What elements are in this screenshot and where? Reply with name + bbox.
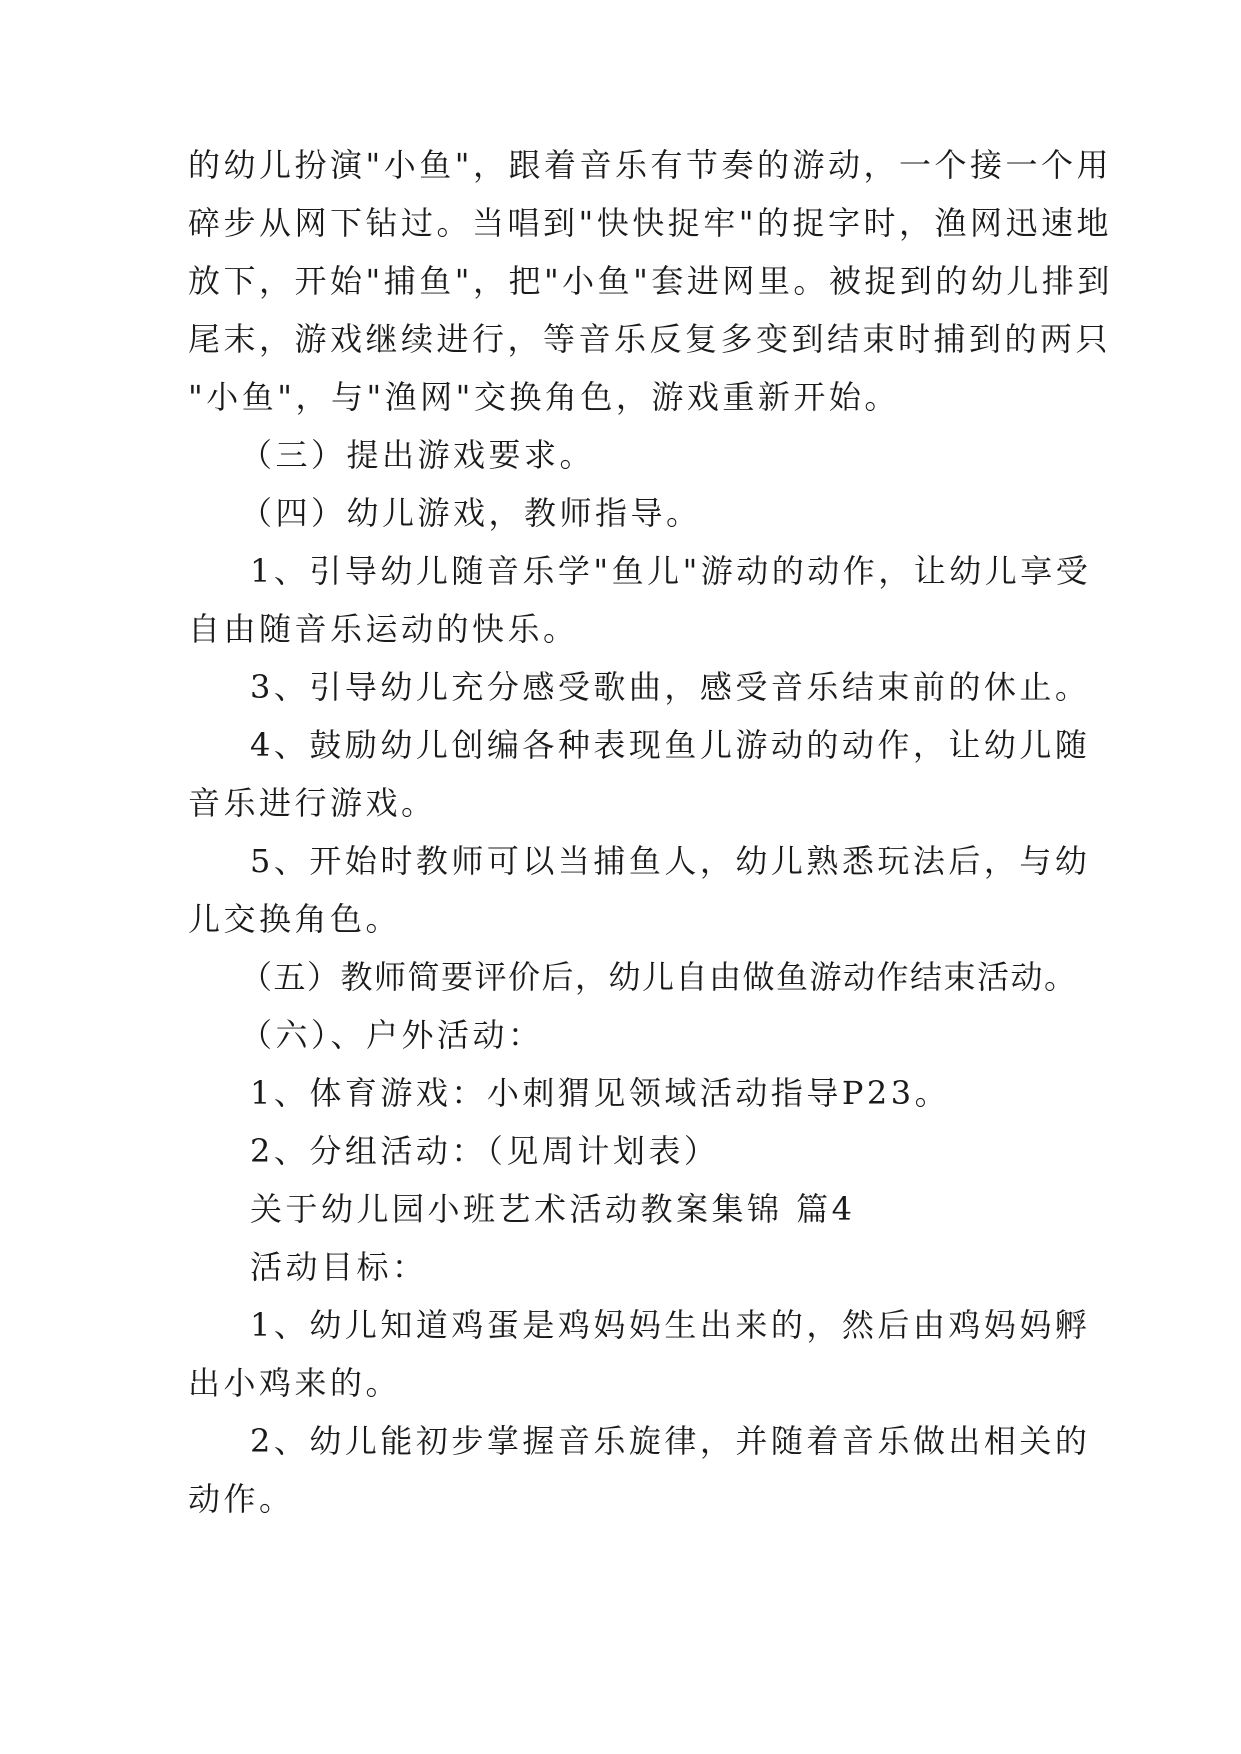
section-heading: （三）提出游戏要求。 xyxy=(240,436,596,474)
paragraph-line: 尾末，游戏继续进行，等音乐反复多变到结束时捕到的两只 xyxy=(188,320,1112,358)
paragraph-line: 出小鸡来的。 xyxy=(188,1364,402,1402)
paragraph-line: 放下，开始"捕鱼"，把"小鱼"套进网里。被捉到的幼儿排到 xyxy=(188,262,1113,300)
section-heading: （四）幼儿游戏，教师指导。 xyxy=(240,494,702,532)
list-item: 4、鼓励幼儿创编各种表现鱼儿游动的动作，让幼儿随 xyxy=(250,726,1091,764)
list-item: 1、幼儿知道鸡蛋是鸡妈妈生出来的，然后由鸡妈妈孵 xyxy=(250,1306,1091,1344)
paragraph-line: 音乐进行游戏。 xyxy=(188,784,437,822)
list-item: 5、开始时教师可以当捕鱼人，幼儿熟悉玩法后，与幼 xyxy=(250,842,1091,880)
paragraph-line: 自由随音乐运动的快乐。 xyxy=(188,610,579,648)
list-item: 2、幼儿能初步掌握音乐旋律，并随着音乐做出相关的 xyxy=(250,1422,1091,1460)
paragraph-line: 儿交换角色。 xyxy=(188,900,402,938)
list-item: 3、引导幼儿充分感受歌曲，感受音乐结束前的休止。 xyxy=(250,668,1091,706)
paragraph-line: "小鱼"，与"渔网"交换角色，游戏重新开始。 xyxy=(188,378,900,416)
list-item: 1、体育游戏：小刺猬见领域活动指导P23。 xyxy=(250,1074,951,1112)
article-title: 关于幼儿园小班艺术活动教案集锦 篇4 xyxy=(250,1190,856,1228)
paragraph-line: 的幼儿扮演"小鱼"，跟着音乐有节奏的游动，一个接一个用 xyxy=(188,146,1112,184)
paragraph-line: 动作。 xyxy=(188,1480,295,1518)
paragraph-line: 碎步从网下钻过。当唱到"快快捉牢"的捉字时，渔网迅速地 xyxy=(188,204,1112,242)
section-heading: （五）教师简要评价后，幼儿自由做鱼游动作结束活动。 xyxy=(240,958,1078,996)
list-item: 1、引导幼儿随音乐学"鱼儿"游动的动作，让幼儿享受 xyxy=(250,552,1092,590)
list-item: 2、分组活动：（见周计划表） xyxy=(250,1132,720,1170)
section-heading: 活动目标： xyxy=(250,1248,428,1286)
section-heading: （六）、户外活动： xyxy=(240,1016,544,1054)
